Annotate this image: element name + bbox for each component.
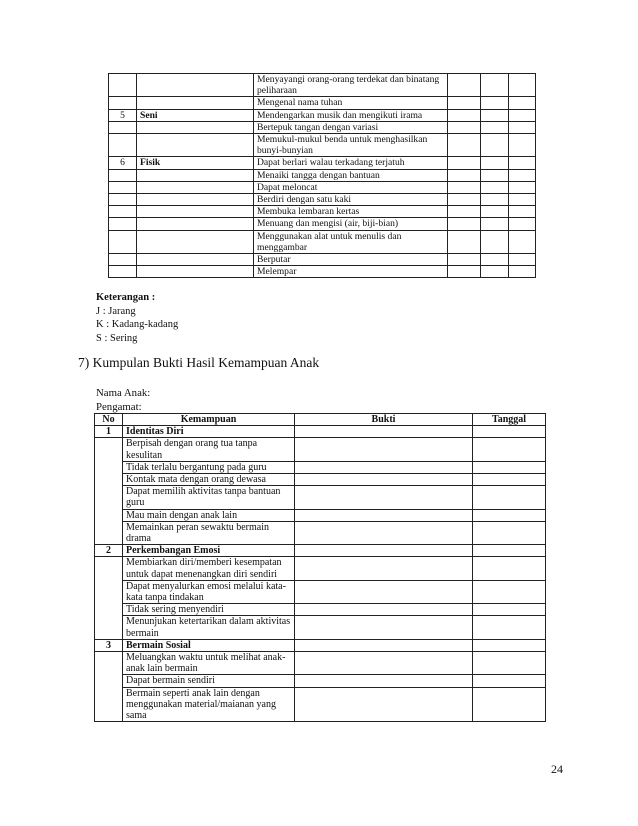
number-cell [95, 486, 123, 509]
rating-cell-s[interactable] [509, 218, 536, 230]
rating-cell-k[interactable] [481, 254, 509, 266]
rating-cell-k[interactable] [481, 194, 509, 206]
rating-cell-j[interactable] [448, 230, 481, 253]
skill-item: Tidak terlalu bergantung pada guru [123, 461, 295, 473]
table-row [109, 194, 536, 206]
skill-item: Bermain seperti anak lain dengan menggunakan material/maianan yang sama [123, 687, 295, 722]
table-row [109, 181, 536, 193]
rating-cell-j[interactable] [448, 121, 481, 133]
header-kemampuan: Kemampuan [123, 414, 295, 426]
group-title: Perkembangan Emosi [123, 545, 295, 557]
row-indicator: Mengenal nama tuhan [254, 97, 448, 109]
rating-cell-s[interactable] [509, 230, 536, 253]
rating-cell-s[interactable] [509, 157, 536, 169]
date-cell[interactable] [473, 474, 546, 486]
number-cell [95, 675, 123, 687]
row-indicator: Dapat berlari walau terkadang terjatuh [254, 157, 448, 169]
table-row [95, 675, 546, 687]
table-row [95, 652, 546, 675]
table-row [95, 486, 546, 509]
skill-item: Mau main dengan anak lain [123, 509, 295, 521]
skill-item: Menunjukan ketertarikan dalam aktivitas bermain [123, 616, 295, 639]
row-number [109, 194, 137, 206]
skill-item: Meluangkan waktu untuk melihat anak-anak lain bermain [123, 652, 295, 675]
date-cell[interactable] [473, 461, 546, 473]
table-row [109, 74, 536, 97]
row-indicator: Berdiri dengan satu kaki [254, 194, 448, 206]
row-indicator: Membuka lembaran kertas [254, 206, 448, 218]
date-cell[interactable] [473, 675, 546, 687]
rating-cell-j[interactable] [448, 194, 481, 206]
evidence-cell[interactable] [295, 509, 473, 521]
table-row [109, 206, 536, 218]
group-title: Identitas Diri [123, 426, 295, 438]
number-cell [95, 509, 123, 521]
number-cell [95, 438, 123, 461]
skill-item: Tidak sering menyendiri [123, 604, 295, 616]
evidence-cell[interactable] [295, 639, 473, 651]
evidence-cell[interactable] [295, 545, 473, 557]
table-row [109, 254, 536, 266]
row-area [137, 254, 254, 266]
row-number [109, 97, 137, 109]
rating-cell-s[interactable] [509, 109, 536, 121]
group-header-row [95, 639, 546, 651]
skill-item: Berpisah dengan orang tua tanpa kesulitan [123, 438, 295, 461]
row-indicator: Menaiki tangga dengan bantuan [254, 169, 448, 181]
row-area [137, 181, 254, 193]
row-area [137, 218, 254, 230]
date-cell[interactable] [473, 604, 546, 616]
skill-item: Membiarkan diri/memberi kesempatan untuk dapat menenangkan diri sendiri [123, 557, 295, 580]
row-area [137, 97, 254, 109]
rating-cell-j[interactable] [448, 109, 481, 121]
group-header-row [95, 426, 546, 438]
row-area [137, 206, 254, 218]
row-indicator: Menyayangi orang-orang terdekat dan binatang peliharaan [254, 74, 448, 97]
row-area [137, 121, 254, 133]
rating-cell-k[interactable] [481, 266, 509, 278]
date-cell[interactable] [473, 426, 546, 438]
rating-cell-k[interactable] [481, 97, 509, 109]
skill-item: Kontak mata dengan orang dewasa [123, 474, 295, 486]
date-cell[interactable] [473, 652, 546, 675]
legend-item: K : Kadang-kadang [96, 319, 179, 331]
header-tanggal: Tanggal [473, 414, 546, 426]
rating-cell-s[interactable] [509, 194, 536, 206]
table-row [95, 509, 546, 521]
number-cell [95, 652, 123, 675]
form-meta [96, 387, 150, 414]
header-no: No [95, 414, 123, 426]
rating-cell-j[interactable] [448, 266, 481, 278]
rating-cell-j[interactable] [448, 254, 481, 266]
date-cell[interactable] [473, 557, 546, 580]
evidence-table [94, 413, 546, 722]
skill-item: Dapat bermain sendiri [123, 675, 295, 687]
row-area [137, 194, 254, 206]
date-cell[interactable] [473, 509, 546, 521]
row-area [137, 266, 254, 278]
row-area [137, 169, 254, 181]
table-row [109, 266, 536, 278]
table-row [95, 687, 546, 722]
evidence-cell[interactable] [295, 675, 473, 687]
rating-cell-s[interactable] [509, 169, 536, 181]
header-bukti: Bukti [295, 414, 473, 426]
table-row [109, 97, 536, 109]
row-area [137, 230, 254, 253]
rating-cell-s[interactable] [509, 134, 536, 157]
table-row [95, 461, 546, 473]
evidence-cell[interactable] [295, 580, 473, 603]
row-number [109, 266, 137, 278]
evidence-cell[interactable] [295, 486, 473, 509]
rating-cell-s[interactable] [509, 206, 536, 218]
rating-cell-k[interactable] [481, 134, 509, 157]
rating-cell-s[interactable] [509, 254, 536, 266]
table-row [109, 109, 536, 121]
section-heading: 7) Kumpulan Bukti Hasil Kemampuan Anak [78, 355, 320, 370]
row-area: Seni [137, 109, 254, 121]
row-indicator: Dapat meloncat [254, 181, 448, 193]
skill-item: Memainkan peran sewaktu bermain drama [123, 521, 295, 544]
legend-title: Keterangan : [96, 292, 156, 303]
rating-cell-s[interactable] [509, 266, 536, 278]
rating-cell-s[interactable] [509, 97, 536, 109]
table-row [109, 218, 536, 230]
evidence-cell[interactable] [295, 461, 473, 473]
row-number [109, 121, 137, 133]
table-row [109, 157, 536, 169]
row-area [137, 134, 254, 157]
row-number [109, 218, 137, 230]
row-indicator: Melempar [254, 266, 448, 278]
number-cell [95, 474, 123, 486]
evidence-cell[interactable] [295, 474, 473, 486]
rating-cell-k[interactable] [481, 74, 509, 97]
table-row [109, 230, 536, 253]
rating-cell-s[interactable] [509, 74, 536, 97]
table-row [109, 134, 536, 157]
row-number [109, 254, 137, 266]
evidence-cell[interactable] [295, 652, 473, 675]
number-cell [95, 616, 123, 639]
rating-cell-k[interactable] [481, 206, 509, 218]
rating-cell-k[interactable] [481, 230, 509, 253]
date-cell[interactable] [473, 486, 546, 509]
rating-cell-j[interactable] [448, 206, 481, 218]
rating-cell-k[interactable] [481, 157, 509, 169]
row-indicator: Menggunakan alat untuk menulis dan menggambar [254, 230, 448, 253]
table-row [109, 121, 536, 133]
rating-cell-j[interactable] [448, 134, 481, 157]
row-area [137, 74, 254, 97]
table-row [95, 580, 546, 603]
table-row [95, 616, 546, 639]
row-number [109, 206, 137, 218]
evidence-cell[interactable] [295, 521, 473, 544]
group-title: Bermain Sosial [123, 639, 295, 651]
rating-cell-j[interactable] [448, 169, 481, 181]
number-cell [95, 604, 123, 616]
development-checklist-table [108, 73, 536, 278]
child-name-label: Nama Anak: [96, 387, 151, 399]
date-cell[interactable] [473, 545, 546, 557]
table-row [95, 474, 546, 486]
row-number: 6 [109, 157, 137, 169]
date-cell[interactable] [473, 616, 546, 639]
rating-cell-j[interactable] [448, 157, 481, 169]
rating-cell-k[interactable] [481, 218, 509, 230]
group-number: 2 [95, 545, 123, 557]
table-row [109, 169, 536, 181]
row-number [109, 181, 137, 193]
number-cell [95, 557, 123, 580]
group-number: 3 [95, 639, 123, 651]
row-indicator: Bertepuk tangan dengan variasi [254, 121, 448, 133]
number-cell [95, 461, 123, 473]
evidence-cell[interactable] [295, 557, 473, 580]
table-row [95, 438, 546, 461]
evidence-cell[interactable] [295, 687, 473, 722]
date-cell[interactable] [473, 580, 546, 603]
legend-item: J : Jarang [96, 305, 136, 317]
date-cell[interactable] [473, 639, 546, 651]
table-row [95, 604, 546, 616]
row-indicator: Berputar [254, 254, 448, 266]
number-cell [95, 521, 123, 544]
rating-cell-s[interactable] [509, 181, 536, 193]
rating-cell-j[interactable] [448, 218, 481, 230]
row-indicator: Menuang dan mengisi (air, biji-bian) [254, 218, 448, 230]
table-row [95, 557, 546, 580]
row-number [109, 230, 137, 253]
page-number: 24 [551, 762, 563, 776]
row-number [109, 169, 137, 181]
evidence-cell[interactable] [295, 426, 473, 438]
evidence-cell[interactable] [295, 438, 473, 461]
evidence-cell[interactable] [295, 616, 473, 639]
rating-cell-j[interactable] [448, 181, 481, 193]
number-cell [95, 687, 123, 722]
skill-item: Dapat menyalurkan emosi melalui kata-kata tanpa tindakan [123, 580, 295, 603]
legend-item: S : Sering [96, 333, 138, 345]
group-number: 1 [95, 426, 123, 438]
date-cell[interactable] [473, 521, 546, 544]
legend [96, 291, 178, 346]
table-row [95, 521, 546, 544]
rating-cell-k[interactable] [481, 169, 509, 181]
row-number [109, 134, 137, 157]
row-area: Fisik [137, 157, 254, 169]
date-cell[interactable] [473, 687, 546, 722]
table-header-row [95, 414, 546, 426]
date-cell[interactable] [473, 438, 546, 461]
number-cell [95, 580, 123, 603]
rating-cell-j[interactable] [448, 74, 481, 97]
skill-item: Dapat memilih aktivitas tanpa bantuan guru [123, 486, 295, 509]
observer-label: Pengamat: [96, 400, 142, 413]
row-number: 5 [109, 109, 137, 121]
rating-cell-k[interactable] [481, 109, 509, 121]
rating-cell-k[interactable] [481, 121, 509, 133]
row-indicator: Memukul-mukul benda untuk menghasilkan bunyi-bunyian [254, 134, 448, 157]
row-indicator: Mendengarkan musik dan mengikuti irama [254, 109, 448, 121]
row-number [109, 74, 137, 97]
group-header-row [95, 545, 546, 557]
rating-cell-s[interactable] [509, 121, 536, 133]
evidence-cell[interactable] [295, 604, 473, 616]
rating-cell-k[interactable] [481, 181, 509, 193]
rating-cell-j[interactable] [448, 97, 481, 109]
